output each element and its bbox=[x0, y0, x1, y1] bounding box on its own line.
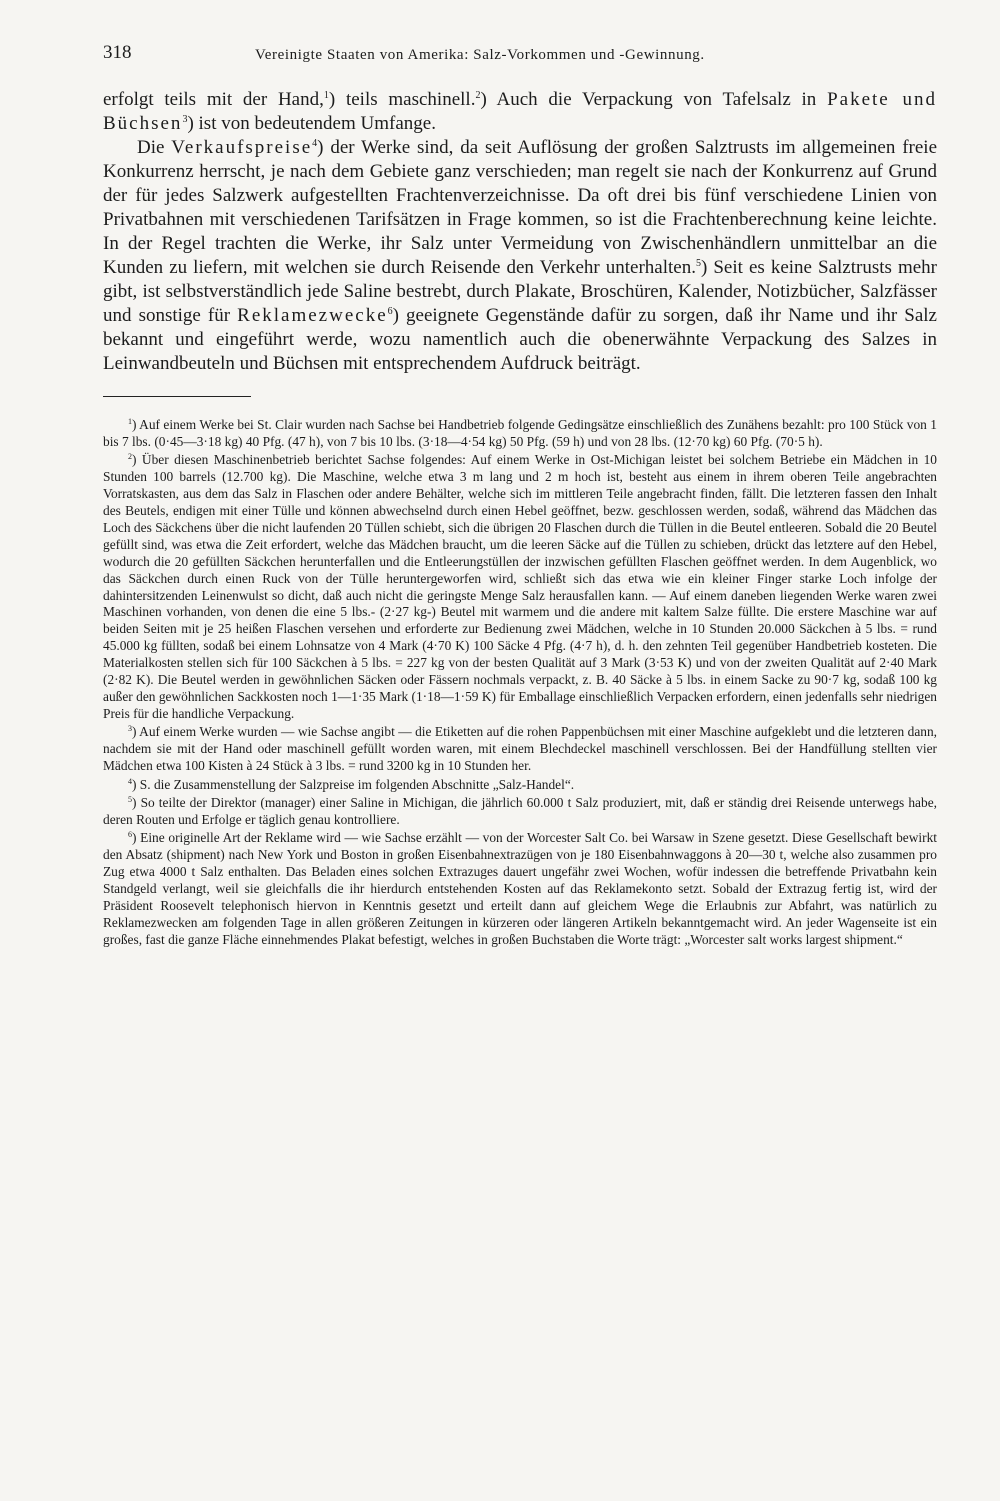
text-run: ) der Werke sind, da seit Auflösung der großen Salztrusts im allgemeinen freie Konkurrenz herrscht, je nach dem Gebiete ganz verschieden; man regelt sie nach der Konkurrenz auf Grund der für jedes Salzwerk aufgestellten Frachtenverzeichnisse. Da oft drei bis fünf verschiedene Linien von Privatbahnen mit verschiedenen Tarifsätzen in Frage kommen, so ist die Frachtenberechnung keine leichte. In der Regel trachten die Werke, ihr Salz unter Vermeidung von Zwischenhändlern unmittelbar an die Kunden zu liefern, mit welchen sie durch Reisende den Verkehr unterhalten. bbox=[103, 137, 937, 278]
footnote-3 bbox=[103, 724, 937, 775]
spaced-emphasis: Reklamezwecke bbox=[237, 305, 388, 326]
main-text bbox=[103, 88, 937, 376]
footnote-1 bbox=[103, 417, 937, 451]
footnote-mark: 6 bbox=[128, 830, 132, 840]
footnote-text: ) So teilte der Direktor (manager) einer Saline in Michigan, die jährlich 60.000 t Salz produziert, mit, daß er ständig drei Reisende unterwegs habe, deren Routen und Erfolge er täglich genau kontrolliere. bbox=[103, 794, 937, 827]
footnote-mark: 1 bbox=[128, 417, 132, 426]
text-run: ) teils maschinell. bbox=[328, 89, 476, 110]
footnote-text: ) Auf einem Werke wurden — wie Sachse angibt — die Etiketten auf die rohen Pappenbüchsen mit einer Maschine aufgeklebt und die letzteren dann, nachdem sie mit der Hand oder maschinell gefüllt worden waren, mit einem Blechdeckel maschinell verschlossen. Bei der Handfüllung stellten vier Mädchen etwa 100 Kisten à 24 Stück à 3 lbs. = rund 3200 kg in 10 Stunden her. bbox=[103, 724, 937, 774]
footnote-ref-5: 5 bbox=[695, 258, 701, 269]
text-run: Die bbox=[137, 137, 172, 158]
footnote-mark: 5 bbox=[128, 794, 132, 804]
spaced-emphasis: Verkaufspreise bbox=[171, 137, 313, 158]
footnote-ref-1: 1 bbox=[323, 90, 329, 101]
footnote-2 bbox=[103, 452, 937, 723]
footnote-ref-6: 6 bbox=[387, 306, 393, 317]
footnote-mark: 4 bbox=[128, 776, 132, 786]
page-header bbox=[103, 38, 937, 68]
footnote-mark: 2 bbox=[128, 452, 132, 462]
footnote-text: ) Über diesen Maschinenbetrieb berichtet Sachse folgendes: Auf einem Werke in Ost-Michigan leistet bei solchem Betriebe ein Mädchen in 10 Stunden 100 barrels (12.700 kg). Die Maschine, welche etwa 3 m lang und 2 m hoch ist, besteht aus einem in ihrem oberen Teile angebrachten Vorratskasten, aus dem das Salz in Flaschen oder andere Behälter, welche sich im mittleren Teile angebracht finden, fällt. Die letzteren fassen den Inhalt des Beutels, endigen mit einer Tülle und können abwechselnd durch einen Hebel geöffnet, bezw. geschlossen werden, sodaß, während das Mädchen das Loch des Säckchens über die nicht laufenden 20 Tüllen schiebt, sich die übrigen 20 Flaschen durch die Tüllen in die Beutel entleeren. Sobald die 20 Beutel gefüllt sind, was etwa die Zeit erfordert, welche das Mädchen braucht, um die leeren Säcke auf die Tüllen zu schieben, drückt das letztere auf den Hebel, wodurch die 20 gefüllten Säckchen herunterfallen und die Entleerungstüllen der inzwischen gefüllten Flaschen geöffnet werden. In dem Augenblick, wo das Säckchen durch einen Ruck von der Tülle heruntergeworfen wird, schließt sich das etwa wie ein kleiner Finger starke Loch infolge der dahintersitzenden Leinenwulst so dicht, daß auch nicht die geringste Menge Salz herausfallen kann. — Auf einem daneben liegenden Werke waren zwei Maschinen vorhanden, von denen die eine 5 lbs.- (2·27 kg-) Beutel mit warmem und die andere mit kaltem Salze füllte. Die erstere Maschine war auf beiden Seiten mit je 25 heißen Flaschen versehen und erforderte zur Bedienung zwei Mädchen, welche in 10 Stunden 20.000 Säckchen à 5 lbs. = rund 45.000 kg füllten, sodaß bei einem Lohnsatze von 4 Mark (4·70 K) 100 Säcke 4 Pfg. (4·7 h), d. h. den zehnten Teil gegenüber Handbetrieb kosteten. Die Materialkosten stellen sich für 100 Säckchen à 5 lbs. = 227 kg von der besten Qualität auf 3 Mark (3·53 K) und von der zweiten Qualität auf 2·40 Mark (2·82 K). Die Beutel werden in gewöhnlichen Säcken oder Fässern nochmals verpackt, z. B. 40 Säcke à 5 lbs. in einem Sacke zu 90·7 kg, sodaß 100 kg außer den gewöhnlichen Sackkosten noch 1—1·35 Mark (1·18—1·59 K) für Emballage einschließlich Verpacken erfordern, einen jedenfalls sehr niedrigen Preis für die handliche Verpackung. bbox=[103, 452, 937, 721]
footnote-ref-3: 3 bbox=[182, 114, 188, 125]
footnote-6 bbox=[103, 830, 937, 948]
paragraph-1 bbox=[103, 88, 937, 136]
page-number: 318 bbox=[103, 42, 132, 63]
text-run: erfolgt teils mit der Hand, bbox=[103, 89, 324, 110]
paragraph-2 bbox=[103, 136, 937, 376]
text-run: ) Auch die Verpackung von Tafelsalz in bbox=[480, 89, 828, 110]
footnote-text: ) S. die Zusammenstellung der Salzpreise im folgenden Abschnitte „Salz-Handel“. bbox=[132, 776, 575, 792]
footnotes bbox=[103, 417, 937, 949]
footnote-mark: 3 bbox=[128, 724, 132, 734]
text-run: ) Seit es keine Salztrusts mehr gibt, ist selbstverständlich jede Saline bestrebt, durch Plakate, Broschüren, Kalender, Notizbücher, Salzfässer und sonstige für bbox=[103, 257, 937, 326]
spaced-emphasis: Pakete und Büchsen bbox=[103, 89, 937, 134]
footnote-ref-4: 4 bbox=[312, 138, 318, 149]
text-run: ) geeignete Gegenstände dafür zu sorgen, daß ihr Name und ihr Salz bekannt und eingeführt werde, wozu namentlich auch die obenerwähnte Verpackung des Salzes in Leinwandbeuteln und Büchsen mit entsprechendem Aufdruck beiträgt. bbox=[103, 305, 937, 374]
running-title: Vereinigte Staaten von Amerika: Salz-Vorkommen und -Gewinnung. bbox=[255, 47, 705, 63]
footnote-separator bbox=[103, 396, 251, 397]
footnote-5 bbox=[103, 795, 937, 829]
footnote-ref-2: 2 bbox=[475, 90, 481, 101]
footnote-4 bbox=[103, 777, 937, 794]
text-run: ) ist von bedeutendem Umfange. bbox=[187, 113, 436, 134]
footnote-text: ) Eine originelle Art der Reklame wird — wie Sachse erzählt — von der Worcester Salt Co. bei Warsaw in Szene gesetzt. Diese Gesellschaft bewirkt den Absatz (shipment) nach New York und Boston in großen Eisenbahnextrazügen von je 180 Eisenbahnwaggons à 20—30 t, welche also zusammen pro Zug etwa 4000 t Salz enthalten. Das Beladen eines solchen Extrazuges dauert ungefähr zwei Wochen, wofür indessen die betreffende Privatbahn kein Standgeld verlangt, weil sie gleichfalls die ihr hierdurch entstehenden Kosten auf das Reklamekonto setzt. Sobald der Extrazug fertig ist, wird der Präsident Roosevelt telephonisch hiervon in Kenntnis gesetzt und erteilt dann auf gleichem Wege die Erlaubnis zur Abfahrt, was natürlich zu Reklamezwecken am folgenden Tage in allen größeren Zeitungen in kürzeren oder längeren Artikeln bekanntgemacht wird. An jeder Wagenseite ist ein großes, fast die ganze Fläche einnehmendes Plakat befestigt, welches in großen Buchstaben die Worte trägt: „Worcester salt works largest shipment.“ bbox=[103, 830, 937, 947]
footnote-text: ) Auf einem Werke bei St. Clair wurden nach Sachse bei Handbetrieb folgende Gedingsätze einschließlich des Zunähens bezahlt: pro 100 Stück von 1 bis 7 lbs. (0·45—3·18 kg) 40 Pfg. (47 h), von 7 bis 10 lbs. (3·18—4·54 kg) 50 Pfg. (59 h) und von 28 lbs. (12·70 kg) 60 Pfg. (70·5 h). bbox=[103, 417, 937, 449]
book-page bbox=[103, 38, 937, 950]
